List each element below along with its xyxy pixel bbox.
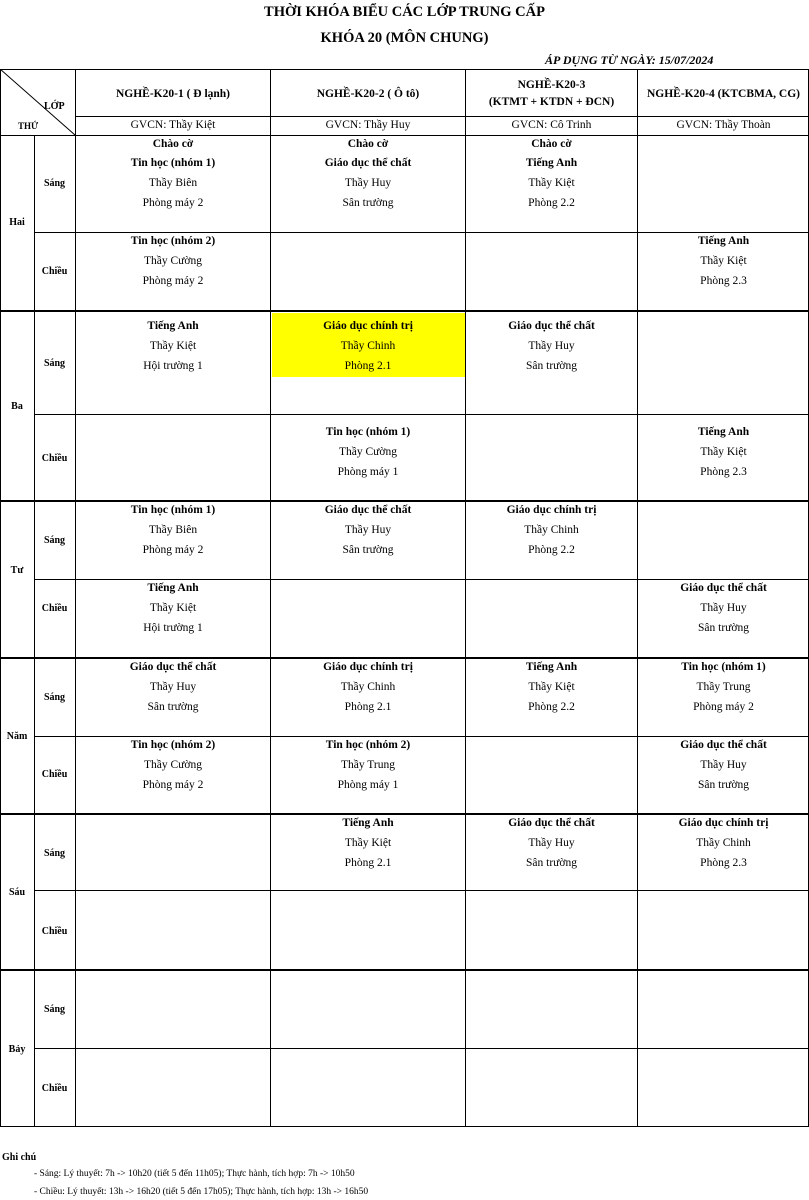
cell-room: Phòng 2.2 — [528, 701, 575, 713]
cell-teacher: Thầy Chinh — [340, 340, 396, 352]
cell-teacher: Thầy Kiệt — [149, 340, 197, 352]
page-subtitle: KHÓA 20 (MÔN CHUNG) — [320, 30, 489, 46]
cell-room: Phòng máy 1 — [337, 466, 399, 478]
cell-teacher: Thầy Cường — [144, 759, 202, 771]
cell-subject: Tiếng Anh — [525, 157, 578, 169]
page-title: THỜI KHÓA BIỂU CÁC LỚP TRUNG CẤP — [264, 4, 545, 20]
day-label: Ba — [11, 401, 23, 412]
cell-teacher: Thầy Biên — [148, 524, 198, 536]
cell-teacher: Thầy Huy — [149, 681, 197, 693]
cell-teacher: Thầy Kiệt — [700, 255, 747, 267]
schedule-cell — [271, 739, 465, 799]
cell-subject: Tin học (nhóm 1) — [325, 426, 411, 438]
schedule-cell — [271, 504, 465, 564]
notes-afternoon: - Chiều: Lý thuyết: 13h -> 16h20 (tiết 5 đến 17h05); Thực hành, tích hợp: 13h -> 16h50 — [34, 1187, 369, 1197]
cell-teacher: Thầy Cường — [339, 446, 397, 458]
cell-teacher: Thầy Huy — [528, 340, 575, 352]
cell-room: Sân trường — [526, 360, 577, 372]
cell-subject: Giáo dục thể chất — [508, 320, 595, 332]
session-label: Sáng — [43, 358, 66, 369]
cell-teacher: Thầy Huy — [528, 837, 575, 849]
schedule-cell — [638, 235, 809, 295]
schedule-cell-highlighted — [271, 320, 465, 380]
day-label: Hai — [9, 217, 25, 228]
schedule-cell — [466, 661, 637, 721]
cell-teacher: Thầy Huy — [700, 759, 747, 771]
schedule-cell — [271, 426, 465, 486]
homeroom-teacher-k20-2: GVCN: Thầy Huy — [325, 119, 411, 131]
session-label: Chiều — [41, 1083, 68, 1094]
session-label: Sáng — [43, 848, 66, 859]
cell-room: Sân trường — [526, 857, 577, 869]
cell-room: Sân trường — [147, 701, 199, 713]
cell-room: Phòng 2.1 — [344, 360, 392, 372]
cell-room: Sân trường — [698, 622, 749, 634]
schedule-cell — [271, 157, 465, 217]
cell-subject: Tin học (nhóm 2) — [130, 739, 216, 751]
cell-subject: Giáo dục chính trị — [506, 504, 597, 516]
notes-heading: Ghi chú — [2, 1152, 37, 1163]
cell-subject: Giáo dục thể chất — [324, 504, 412, 516]
cell-teacher: Thầy Trung — [341, 759, 395, 771]
class-header-k20-3-line2: (KTMT + KTDN + ĐCN) — [488, 96, 615, 108]
schedule-cell — [638, 582, 809, 642]
cell-subject: Giáo dục chính trị — [323, 320, 413, 332]
cell-subject: Giáo dục chính trị — [678, 817, 769, 829]
cell-room: Sân trường — [342, 544, 394, 556]
cell-room: Phòng 2.3 — [700, 857, 747, 869]
schedule-cell — [271, 817, 465, 877]
cell-subject: Giáo dục thể chất — [680, 739, 767, 751]
schedule-cell — [638, 817, 809, 877]
cell-room: Phòng 2.3 — [700, 466, 747, 478]
cell-subject: Tiếng Anh — [697, 426, 750, 438]
cell-teacher: Thầy Kiệt — [149, 602, 197, 614]
flag-ceremony: Chào cờ — [531, 138, 572, 150]
cell-teacher: Thầy Biên — [148, 177, 198, 189]
session-label: Chiều — [41, 926, 68, 937]
flag-ceremony: Chào cờ — [347, 138, 389, 150]
cell-subject: Tin học (nhóm 1) — [130, 157, 216, 169]
cell-subject: Tiếng Anh — [147, 582, 199, 594]
applied-date: ÁP DỤNG TỪ NGÀY: 15/07/2024 — [545, 53, 714, 67]
cell-subject: Tin học (nhóm 1) — [681, 661, 766, 673]
cell-teacher: Thầy Kiệt — [700, 446, 747, 458]
schedule-cell — [76, 582, 270, 642]
cell-room: Phòng máy 2 — [142, 275, 204, 287]
session-label: Chiều — [41, 769, 68, 780]
cell-room: Hội trường 1 — [143, 360, 203, 372]
schedule-cell — [76, 235, 270, 295]
cell-subject: Tin học (nhóm 1) — [130, 504, 216, 516]
cell-teacher: Thầy Cường — [144, 255, 202, 267]
homeroom-teacher-k20-3: GVCN: Cô Trinh — [511, 119, 592, 131]
cell-teacher: Thầy Chinh — [524, 524, 579, 536]
cell-teacher: Thầy Huy — [700, 602, 747, 614]
day-label: Bảy — [8, 1044, 26, 1055]
session-label: Chiều — [41, 453, 68, 464]
cell-room: Sân trường — [698, 779, 749, 791]
session-label: Sáng — [43, 178, 66, 189]
cell-room: Phòng 2.1 — [344, 857, 392, 869]
cell-teacher: Thầy Kiệt — [528, 681, 575, 693]
session-label: Sáng — [43, 535, 66, 546]
day-label: Sáu — [8, 887, 26, 898]
session-label: Chiều — [41, 266, 68, 277]
cell-subject: Giáo dục thể chất — [508, 817, 595, 829]
schedule-cell — [76, 504, 270, 564]
cell-room: Phòng máy 2 — [142, 544, 204, 556]
schedule-cell — [466, 504, 637, 564]
cell-room: Hội trường 1 — [143, 622, 203, 634]
cell-subject: Giáo dục thể chất — [680, 582, 767, 594]
cell-room: Phòng 2.1 — [344, 701, 392, 713]
schedule-cell — [76, 157, 270, 217]
cell-subject: Tin học (nhóm 2) — [325, 739, 411, 751]
cell-subject: Tiếng Anh — [697, 235, 750, 247]
corner-class-label: LỚP — [44, 101, 65, 112]
schedule-cell — [76, 661, 270, 721]
cell-subject: Tin học (nhóm 2) — [130, 235, 216, 247]
cell-subject: Giáo dục chính trị — [323, 661, 413, 673]
homeroom-teacher-k20-1: GVCN: Thầy Kiệt — [130, 119, 216, 131]
cell-teacher: Thầy Trung — [696, 681, 751, 693]
cell-teacher: Thầy Chinh — [340, 681, 396, 693]
schedule-cell — [638, 739, 809, 799]
session-label: Chiều — [41, 603, 68, 614]
flag-ceremony: Chào cờ — [152, 138, 194, 150]
cell-subject: Tiếng Anh — [342, 817, 394, 829]
schedule-cell — [271, 661, 465, 721]
class-header-k20-4: NGHỀ-K20-4 (KTCBMA, CG) — [646, 88, 800, 100]
schedule-cell — [76, 320, 270, 380]
cell-room: Phòng 2.2 — [528, 197, 575, 209]
cell-subject: Giáo dục thể chất — [129, 661, 217, 673]
cell-room: Phòng máy 2 — [142, 197, 204, 209]
schedule-cell — [638, 661, 809, 721]
class-header-k20-1: NGHỀ-K20-1 ( Đ lạnh) — [115, 88, 231, 100]
session-label: Sáng — [43, 1004, 66, 1015]
schedule-cell — [466, 320, 637, 380]
cell-room: Sân trường — [342, 197, 394, 209]
schedule-cell — [466, 817, 637, 877]
cell-room: Phòng 2.3 — [700, 275, 747, 287]
cell-teacher: Thầy Chinh — [696, 837, 751, 849]
class-header-k20-3-line1: NGHỀ-K20-3 — [517, 79, 586, 91]
cell-teacher: Thầy Huy — [344, 524, 392, 536]
cell-room: Phòng máy 1 — [337, 779, 399, 791]
schedule-cell — [638, 426, 809, 486]
cell-room: Phòng 2.2 — [528, 544, 575, 556]
cell-teacher: Thầy Kiệt — [528, 177, 575, 189]
session-label: Sáng — [43, 692, 66, 703]
schedule-cell — [76, 739, 270, 799]
cell-teacher: Thầy Huy — [344, 177, 392, 189]
schedule-cell — [466, 157, 637, 217]
class-header-k20-2: NGHỀ-K20-2 ( Ô tô) — [316, 88, 420, 100]
cell-room: Phòng máy 2 — [142, 779, 204, 791]
corner-day-label: THỨ — [18, 121, 39, 131]
cell-subject: Tiếng Anh — [525, 661, 578, 673]
cell-teacher: Thầy Kiệt — [344, 837, 392, 849]
day-label: Tư — [10, 565, 24, 576]
cell-room: Phòng máy 2 — [693, 701, 754, 713]
homeroom-teacher-k20-4: GVCN: Thầy Thoàn — [676, 119, 771, 131]
cell-subject: Tiếng Anh — [147, 320, 199, 332]
notes-morning: - Sáng: Lý thuyết: 7h -> 10h20 (tiết 5 đến 11h05); Thực hành, tích hợp: 7h -> 10h50 — [34, 1169, 355, 1179]
day-label: Năm — [6, 731, 28, 742]
cell-subject: Giáo dục thể chất — [324, 157, 412, 169]
